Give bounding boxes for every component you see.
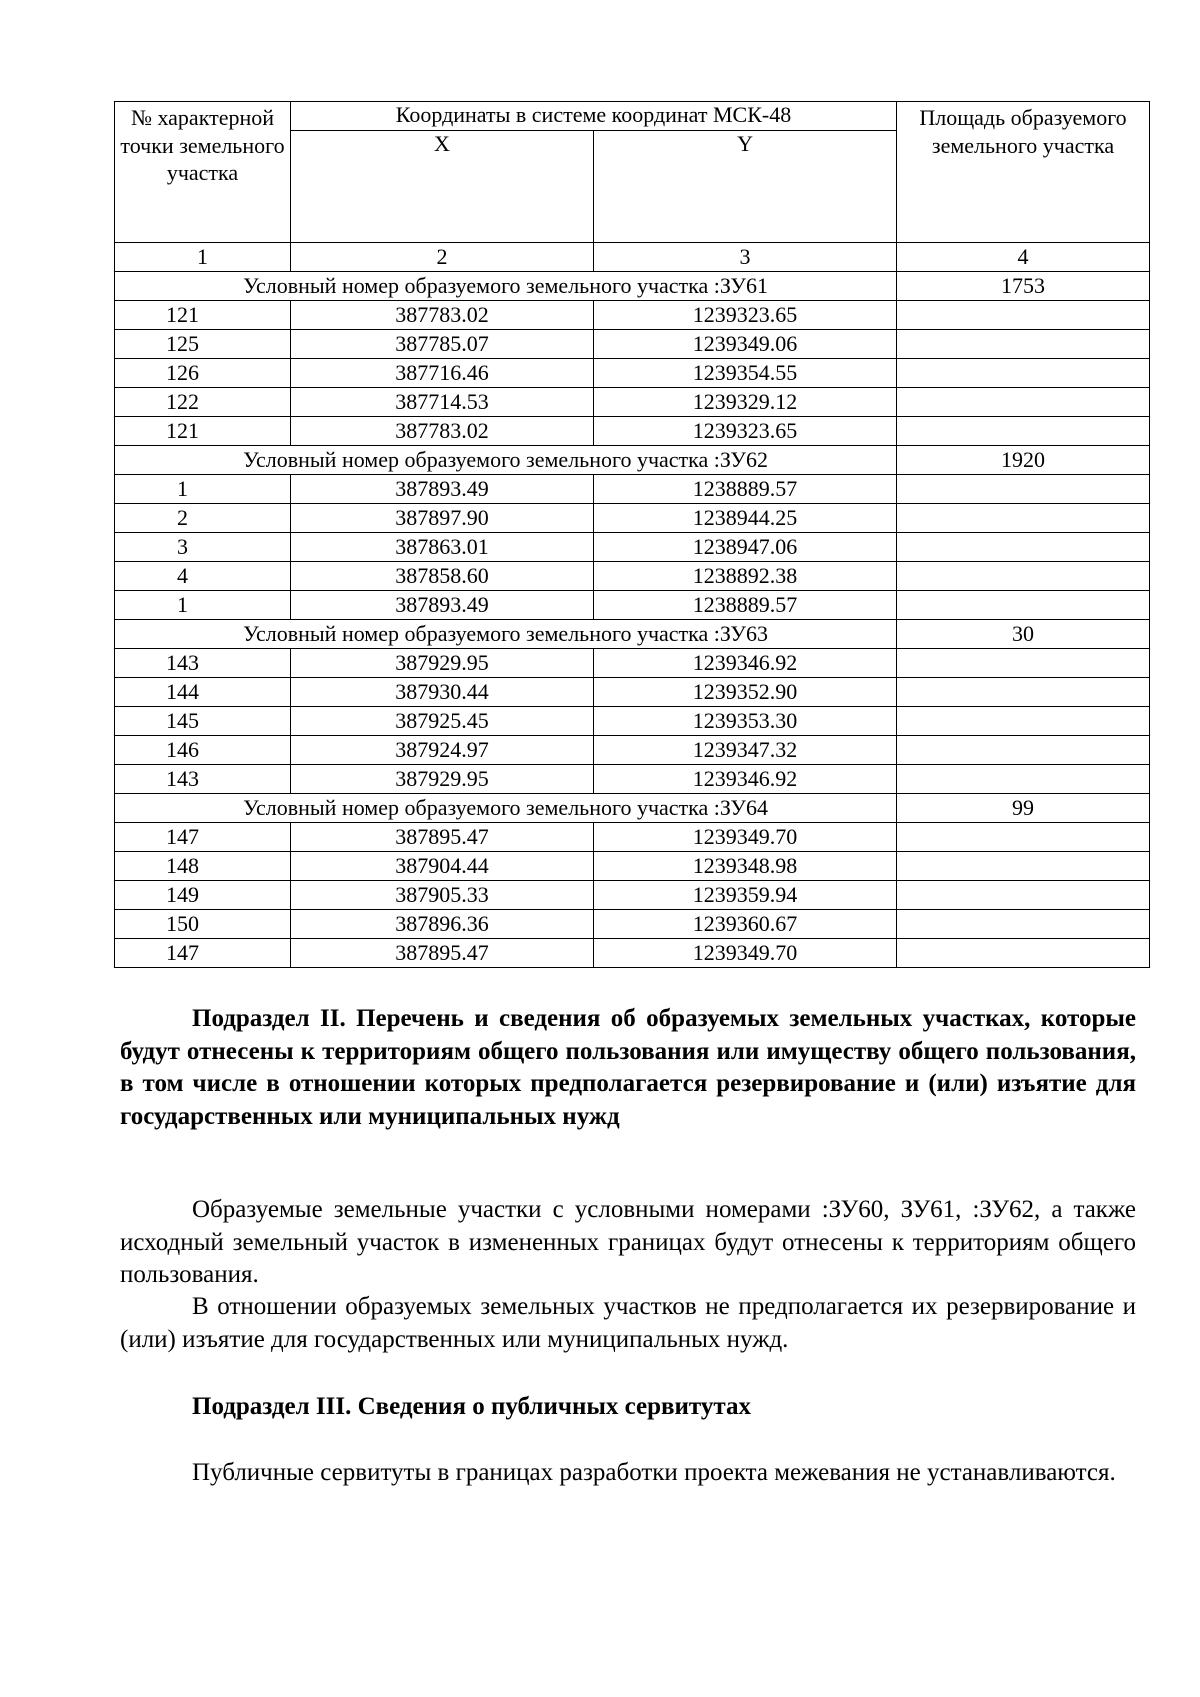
area-empty-cell [897,910,1150,939]
area-empty-cell [897,649,1150,678]
coordinate-y: 1238944.25 [594,504,897,533]
table-row [115,591,1150,620]
coordinate-x: 387896.36 [291,910,594,939]
table-row [115,359,1150,388]
area-empty-cell [897,475,1150,504]
table-row [115,504,1150,533]
area-empty-cell [897,301,1150,330]
parcel-group-row [115,272,1150,301]
point-number: 122 [115,388,291,417]
area-empty-cell [897,591,1150,620]
coordinate-x: 387895.47 [291,823,594,852]
coordinate-y: 1239349.06 [594,330,897,359]
subsection-2-paragraph-2: В отношении образуемых земельных участков не предполагается их резервирование и (или) изъятие для государственных или муниципальных нужд. [120,1293,1136,1353]
subsection-2-paragraph-1: Образуемые земельные участки с условными номерами :ЗУ60, ЗУ61, :ЗУ62, а также исходный земельный участок в измененных границах будут отнесены к территориям общего пользования. [120,1196,1136,1288]
parcel-area: 30 [897,620,1150,649]
area-empty-cell [897,504,1150,533]
table-row [115,533,1150,562]
subsection-3-paragraph: Публичные сервитуты в границах разработки проекта межевания не устанавливаются. [192,1459,1116,1486]
coordinate-x: 387783.02 [291,301,594,330]
point-number: 143 [115,765,291,794]
point-number: 146 [115,736,291,765]
area-empty-cell [897,417,1150,446]
point-number: 147 [115,939,291,968]
table-row [115,939,1150,968]
coordinate-x: 387929.95 [291,649,594,678]
table-row [115,765,1150,794]
coordinate-x: 387858.60 [291,562,594,591]
coordinate-x: 387930.44 [291,678,594,707]
table-row [115,388,1150,417]
parcel-group-row [115,620,1150,649]
coordinate-y: 1238889.57 [594,475,897,504]
parcel-title: Условный номер образуемого земельного участка :ЗУ62 [115,446,897,475]
coordinate-y: 1239323.65 [594,417,897,446]
parcel-title: Условный номер образуемого земельного участка :ЗУ63 [115,620,897,649]
coordinate-x: 387904.44 [291,852,594,881]
point-number: 4 [115,562,291,591]
table-row [115,649,1150,678]
parcel-group-row [115,794,1150,823]
subsection-3-heading: Подраздел III. Сведения о публичных сервитутах [192,1393,751,1420]
coordinate-x: 387785.07 [291,330,594,359]
coordinate-y: 1238947.06 [594,533,897,562]
table-row [115,475,1150,504]
table-row [115,823,1150,852]
point-number: 143 [115,649,291,678]
table-body [115,243,1150,968]
parcel-area: 1920 [897,446,1150,475]
coordinate-x: 387897.90 [291,504,594,533]
table-row [115,562,1150,591]
table-row [115,678,1150,707]
coordinate-y: 1239323.65 [594,301,897,330]
column-index: 3 [594,243,897,272]
point-number: 148 [115,852,291,881]
area-empty-cell [897,330,1150,359]
coordinate-x: 387783.02 [291,417,594,446]
coordinate-y: 1239346.92 [594,765,897,794]
point-number: 1 [115,475,291,504]
header-y: Y [594,131,897,243]
point-number: 126 [115,359,291,388]
header-x: X [291,131,594,243]
area-empty-cell [897,765,1150,794]
point-number: 149 [115,881,291,910]
coordinate-x: 387895.47 [291,939,594,968]
point-number: 1 [115,591,291,620]
point-number: 147 [115,823,291,852]
header-point-number: № характерной точки земельного участка [115,102,291,243]
column-index: 2 [291,243,594,272]
coordinate-y: 1239353.30 [594,707,897,736]
area-empty-cell [897,707,1150,736]
coordinates-table [114,101,1150,968]
table-row [115,707,1150,736]
point-number: 2 [115,504,291,533]
parcel-group-row [115,446,1150,475]
coordinate-y: 1239329.12 [594,388,897,417]
area-empty-cell [897,881,1150,910]
coordinate-y: 1239347.32 [594,736,897,765]
table-row [115,881,1150,910]
coordinate-x: 387925.45 [291,707,594,736]
coordinate-x: 387929.95 [291,765,594,794]
area-empty-cell [897,823,1150,852]
point-number: 150 [115,910,291,939]
point-number: 145 [115,707,291,736]
area-empty-cell [897,939,1150,968]
point-number: 3 [115,533,291,562]
area-empty-cell [897,562,1150,591]
coordinate-x: 387924.97 [291,736,594,765]
coordinate-y: 1239349.70 [594,823,897,852]
coordinate-y: 1239360.67 [594,910,897,939]
coordinate-y: 1239349.70 [594,939,897,968]
table-row [115,301,1150,330]
coordinate-y: 1238889.57 [594,591,897,620]
subsection-2-heading: Подраздел II. Перечень и сведения об образуемых земельных участках, которые будут отнесены к территориям общего пользования или имуществу общего пользования, в том числе в отношении которых предполагается резервирование и (или) изъятие для государственных или муниципальных нужд [120,1005,1136,1130]
parcel-title: Условный номер образуемого земельного участка :ЗУ61 [115,272,897,301]
table-row [115,417,1150,446]
coordinate-y: 1238892.38 [594,562,897,591]
header-coordinates-system: Координаты в системе координат МСК-48 [291,102,897,131]
column-index-row [115,243,1150,272]
coordinate-y: 1239354.55 [594,359,897,388]
point-number: 121 [115,417,291,446]
column-index: 1 [115,243,291,272]
parcel-title: Условный номер образуемого земельного участка :ЗУ64 [115,794,897,823]
coordinate-x: 387905.33 [291,881,594,910]
area-empty-cell [897,852,1150,881]
parcel-area: 1753 [897,272,1150,301]
area-empty-cell [897,359,1150,388]
coordinate-x: 387714.53 [291,388,594,417]
area-empty-cell [897,678,1150,707]
area-empty-cell [897,388,1150,417]
parcel-area: 99 [897,794,1150,823]
coordinate-y: 1239359.94 [594,881,897,910]
area-empty-cell [897,533,1150,562]
table-row [115,910,1150,939]
coordinate-x: 387893.49 [291,591,594,620]
column-index: 4 [897,243,1150,272]
table-row [115,330,1150,359]
table-row [115,736,1150,765]
area-empty-cell [897,736,1150,765]
coordinate-y: 1239352.90 [594,678,897,707]
point-number: 125 [115,330,291,359]
header-area: Площадь образуемого земельного участка [897,102,1150,243]
coordinate-x: 387893.49 [291,475,594,504]
coordinate-y: 1239346.92 [594,649,897,678]
coordinate-x: 387863.01 [291,533,594,562]
coordinate-x: 387716.46 [291,359,594,388]
point-number: 121 [115,301,291,330]
coordinate-y: 1239348.98 [594,852,897,881]
table-row [115,852,1150,881]
point-number: 144 [115,678,291,707]
